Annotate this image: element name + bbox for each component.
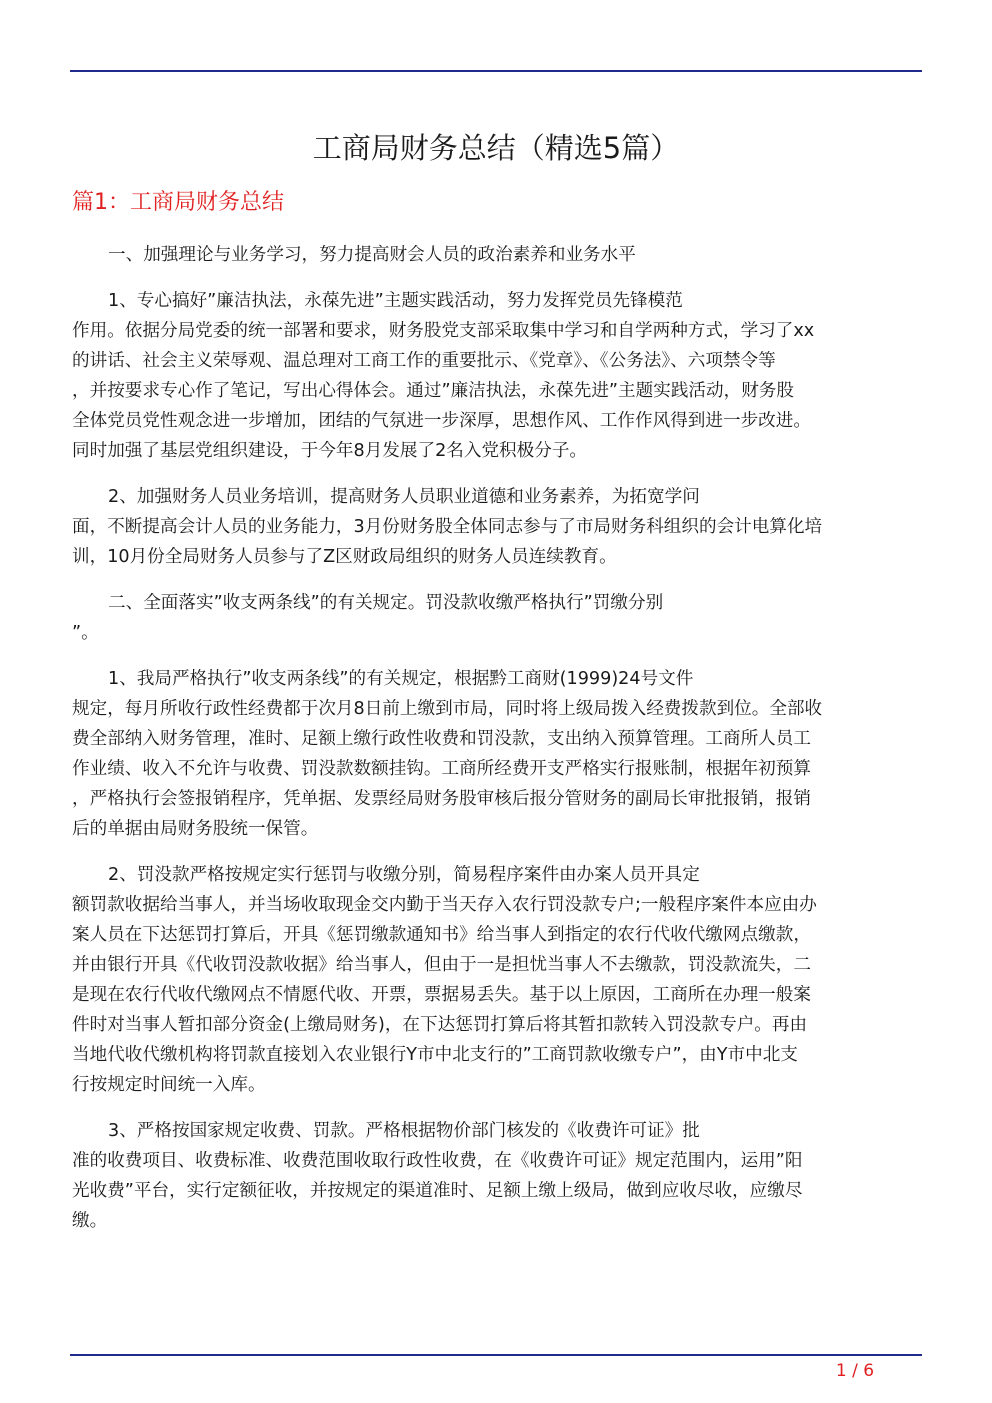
paragraph-line: 3、严格按国家规定收费、罚款。严格根据物价部门核发的《收费许可证》批	[108, 1121, 700, 1141]
paragraph	[72, 1116, 922, 1236]
paragraph-line: 件时对当事人暂扣部分资金(上缴局财务)，在下达惩罚打算后将其暂扣款转入罚没款专户。再由	[72, 1015, 808, 1035]
paragraph-line: 2、加强财务人员业务培训，提高财务人员职业道德和业务素养，为拓宽学问	[108, 487, 700, 507]
page-title: 工商局财务总结（精选5篇）	[312, 131, 680, 165]
paragraph-line: 全体党员党性观念进一步增加，团结的气氛进一步深厚，思想作风、工作作风得到进一步改进。	[72, 411, 811, 431]
paragraph	[72, 286, 922, 466]
paragraph-line: 1、我局严格执行”收支两条线”的有关规定，根据黔工商财(1999)24号文件	[108, 669, 694, 689]
paragraph-line: 一、加强理论与业务学习，努力提高财会人员的政治素养和业务水平	[108, 245, 636, 265]
paragraph-line: ，严格执行会签报销程序，凭单据、发票经局财务股审核后报分管财务的副局长审批报销，报销	[72, 789, 811, 809]
paragraph-line: 同时加强了基层党组织建设，于今年8月发展了2名入党积极分子。	[72, 441, 588, 461]
paragraph-line: ”。	[72, 623, 99, 643]
paragraph-line: 2、罚没款严格按规定实行惩罚与收缴分别，简易程序案件由办案人员开具定	[108, 865, 700, 885]
paragraph-line: ，并按要求专心作了笔记，写出心得体会。通过”廉洁执法，永葆先进”主题实践活动，财务股	[72, 381, 794, 401]
paragraph-line: 作业绩、收入不允许与收费、罚没款数额挂钩。工商所经费开支严格实行报账制，根据年初预算	[72, 759, 811, 779]
paragraph-line: 行按规定时间统一入库。	[72, 1075, 266, 1095]
footer-rule	[70, 1354, 922, 1356]
paragraph-line: 案人员在下达惩罚打算后，开具《惩罚缴款通知书》给当事人到指定的农行代收代缴网点缴款，	[72, 925, 811, 945]
paragraph-line: 1、专心搞好”廉洁执法，永葆先进”主题实践活动，努力发挥党员先锋模范	[108, 291, 683, 311]
page-number: 1 / 6	[835, 1361, 875, 1381]
paragraph-line: 作用。依据分局党委的统一部署和要求，财务股党支部采取集中学习和自学两种方式，学习了xx	[72, 321, 815, 341]
paragraph-line: 规定，每月所收行政性经费都于次月8日前上缴到市局，同时将上级局拨入经费拨款到位。全部收	[72, 699, 823, 719]
paragraph-line: 费全部纳入财务管理，准时、足额上缴行政性收费和罚没款，支出纳入预算管理。工商所人员工	[72, 729, 811, 749]
paragraph-line: 是现在农行代收代缴网点不情愿代收、开票，票据易丢失。基于以上原因，工商所在办理一般案	[72, 985, 811, 1005]
paragraph-line: 的讲话、社会主义荣辱观、温总理对工商工作的重要批示、《党章》、《公务法》、六项禁令等	[72, 351, 776, 371]
paragraph	[72, 860, 922, 1100]
paragraph-line: 额罚款收据给当事人，并当场收取现金交内勤于当天存入农行罚没款专户;一般程序案件本应由办	[72, 895, 817, 915]
paragraph	[72, 664, 922, 844]
section-heading: 篇1：工商局财务总结	[72, 190, 284, 215]
paragraph-line: 二、全面落实”收支两条线”的有关规定。罚没款收缴严格执行”罚缴分别	[108, 593, 664, 613]
header-rule	[70, 70, 922, 72]
paragraph-line: 当地代收代缴机构将罚款直接划入农业银行Y市中北支行的”工商罚款收缴专户”，由Y市中北支	[72, 1045, 798, 1065]
paragraph-line: 光收费”平台，实行定额征收，并按规定的渠道准时、足额上缴上级局，做到应收尽收，应缴尽	[72, 1181, 803, 1201]
paragraph-line: 准的收费项目、收费标准、收费范围收取行政性收费，在《收费许可证》规定范围内，运用”阳	[72, 1151, 803, 1171]
paragraph-line: 训，10月份全局财务人员参与了Z区财政局组织的财务人员连续教育。	[72, 547, 617, 567]
paragraph	[72, 482, 922, 572]
paragraph-line: 缴。	[72, 1211, 108, 1231]
paragraph-line: 面，不断提高会计人员的业务能力，3月份财务股全体同志参与了市局财务科组织的会计电算化培	[72, 517, 823, 537]
document-body	[72, 240, 922, 1252]
paragraph	[72, 588, 922, 648]
paragraph-line: 并由银行开具《代收罚没款收据》给当事人，但由于一是担忧当事人不去缴款，罚没款流失，二	[72, 955, 811, 975]
paragraph	[72, 240, 922, 270]
paragraph-line: 后的单据由局财务股统一保管。	[72, 819, 319, 839]
